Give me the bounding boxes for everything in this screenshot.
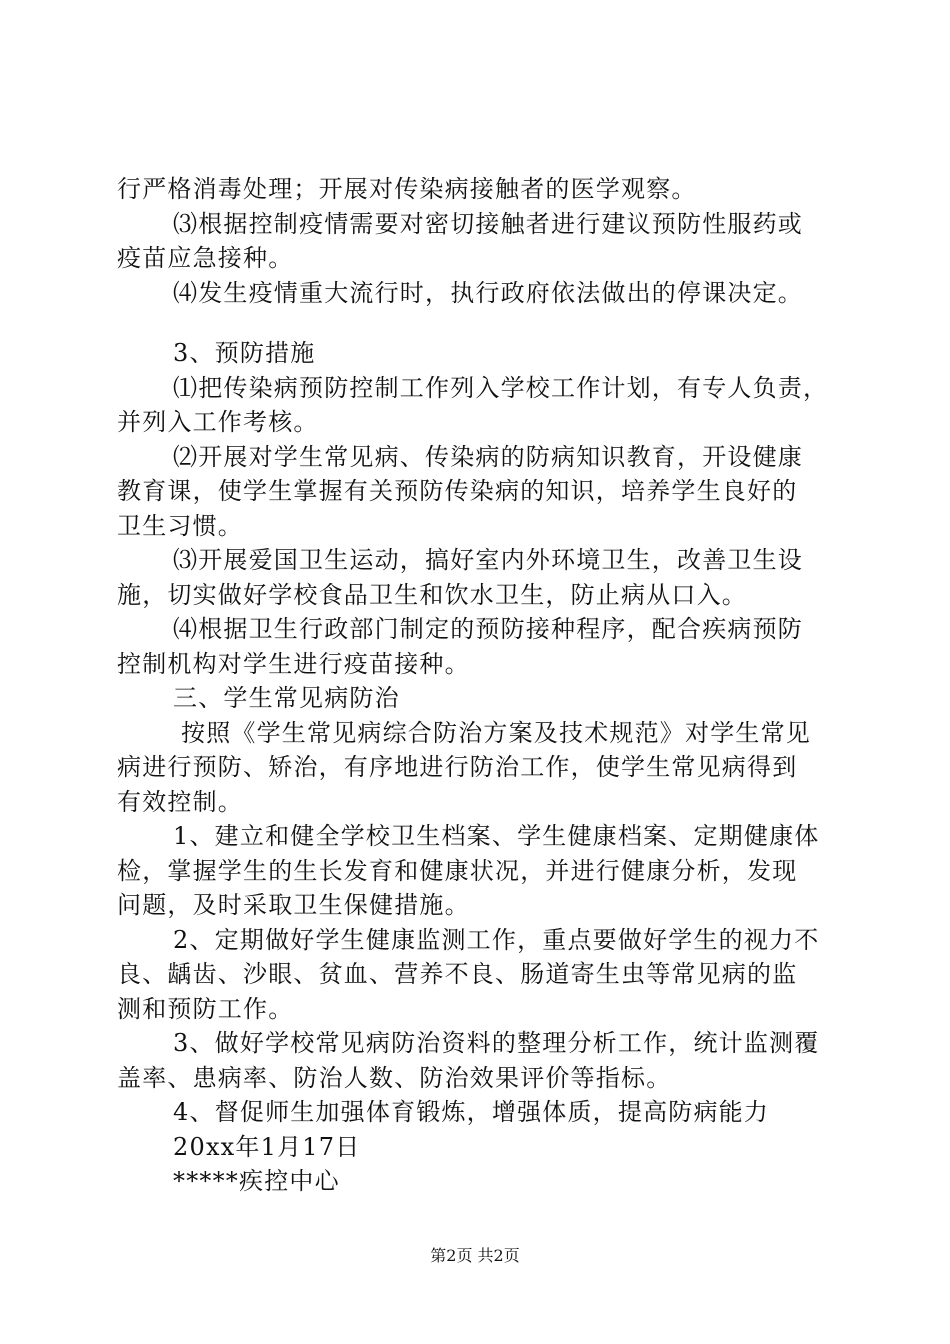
document-signature: *****疾控中心 — [173, 1167, 340, 1195]
text-line: 问题，及时采取卫生保健措施。 — [117, 891, 470, 919]
document-date: 20xx年1月17日 — [173, 1132, 361, 1161]
text-line: 4、督促师生加强体育锻炼，增强体质，提高防病能力 — [173, 1098, 770, 1126]
section-heading: 3、预防措施 — [173, 339, 316, 367]
page-footer: 第2页 共2页 — [430, 1246, 520, 1265]
text-line: ⑴把传染病预防控制工作列入学校工作计划，有专人负责， — [173, 373, 829, 402]
text-line: 3、做好学校常见病防治资料的整理分析工作，统计监测覆 — [173, 1029, 820, 1057]
section-heading: 三、学生常见病防治 — [173, 684, 400, 712]
document-body — [117, 172, 837, 1199]
text-line: 病进行预防、矫治，有序地进行防治工作，使学生常见病得到 — [117, 753, 798, 781]
text-line: 疫苗应急接种。 — [117, 244, 294, 272]
text-line: 行严格消毒处理；开展对传染病接触者的医学观察。 — [117, 175, 697, 203]
text-line: ⑷根据卫生行政部门制定的预防接种程序，配合疾病预防 — [173, 615, 803, 643]
text-line: 2、定期做好学生健康监测工作，重点要做好学生的视力不 — [173, 925, 820, 954]
text-line: 施，切实做好学校食品卫生和饮水卫生，防止病从口入。 — [117, 580, 747, 609]
text-line: 控制机构对学生进行疫苗接种。 — [117, 649, 470, 678]
text-line: 测和预防工作。 — [117, 994, 294, 1023]
text-line: 盖率、患病率、防治人数、防治效果评价等指标。 — [117, 1063, 672, 1092]
text-line: ⑶开展爱国卫生运动，搞好室内外环境卫生，改善卫生设 — [173, 546, 803, 574]
text-line: 良、龋齿、沙眼、贫血、营养不良、肠道寄生虫等常见病的监 — [117, 960, 798, 988]
text-line: 有效控制。 — [117, 787, 243, 816]
text-line: ⑵开展对学生常见病、传染病的防病知识教育，开设健康 — [173, 442, 803, 471]
text-line: 卫生习惯。 — [117, 511, 243, 540]
text-line: 教育课，使学生掌握有关预防传染病的知识，培养学生良好的 — [117, 477, 798, 505]
text-line: 并列入工作考核。 — [117, 408, 319, 436]
text-line: 1、建立和健全学校卫生档案、学生健康档案、定期健康体 — [173, 822, 820, 850]
text-line: 检，掌握学生的生长发育和健康状况，并进行健康分析，发现 — [117, 856, 798, 885]
text-line: 按照《学生常见病综合防治方案及技术规范》对学生常见 — [181, 718, 811, 747]
text-line: ⑶根据控制疫情需要对密切接触者进行建议预防性服药或 — [173, 209, 803, 238]
text-line: ⑷发生疫情重大流行时，执行政府依法做出的停课决定。 — [173, 278, 803, 307]
